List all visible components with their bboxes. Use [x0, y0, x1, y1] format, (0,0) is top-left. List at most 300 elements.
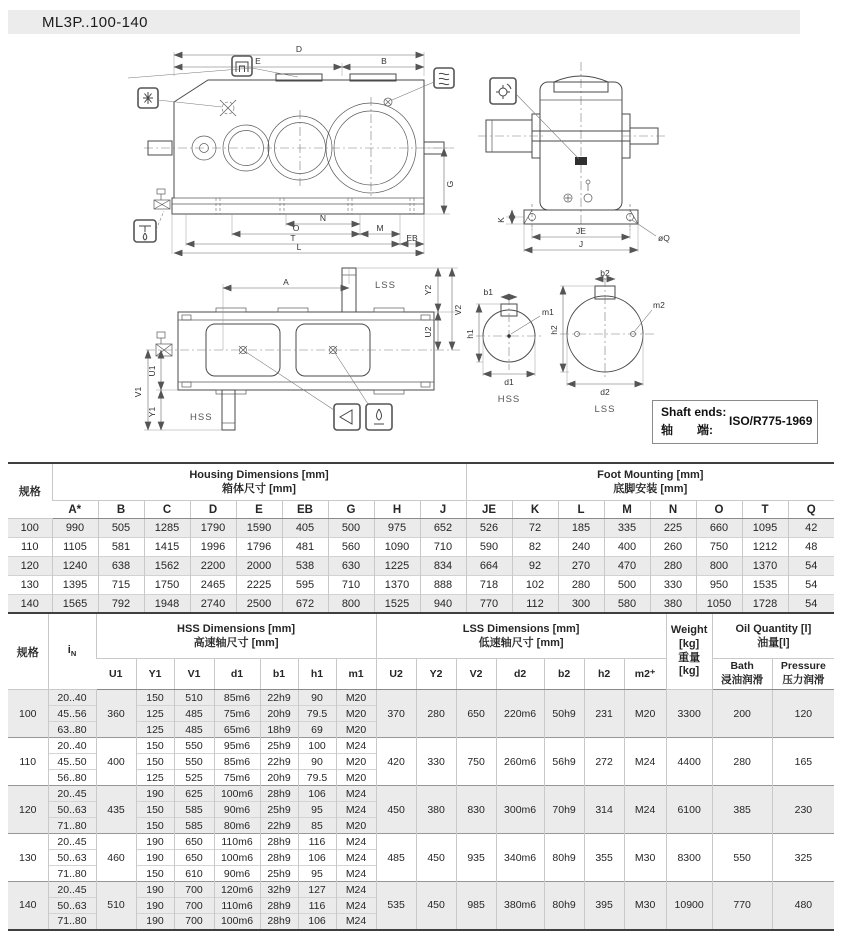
hss-value-cell: 75m6: [214, 770, 260, 786]
lss-value-cell: 420: [376, 738, 416, 786]
lss-value-cell: 830: [456, 786, 496, 834]
dim-label-M: M: [376, 223, 384, 233]
lss-value-cell: 355: [584, 834, 624, 882]
hss-value-cell: 190: [136, 898, 174, 914]
lss-value-cell: 80h9: [544, 834, 584, 882]
col-header: J: [420, 501, 466, 519]
value-cell: 660: [696, 519, 742, 538]
lss-value-cell: 300m6: [496, 786, 544, 834]
hss-value-cell: 85m6: [214, 754, 260, 770]
housing-dimensions-table: [8, 462, 834, 615]
col-header: K: [512, 501, 558, 519]
dim-label-O: O: [292, 223, 300, 233]
weight-header-line: Weight: [670, 624, 708, 636]
lss-value-cell: 450: [416, 834, 456, 882]
value-cell: 715: [98, 576, 144, 595]
hss-value-cell: 32h9: [260, 882, 298, 898]
value-cell: 750: [696, 538, 742, 557]
dim-label-m1: m1: [542, 307, 554, 317]
value-cell: 975: [374, 519, 420, 538]
hss-value-cell: 95m6: [214, 738, 260, 754]
value-cell: 664: [466, 557, 512, 576]
hss-value-cell: 69: [298, 722, 336, 738]
hss-value-cell: 79.5: [298, 770, 336, 786]
hss-value-cell: 700: [174, 914, 214, 930]
value-cell: 1728: [742, 595, 788, 614]
value-cell: 718: [466, 576, 512, 595]
hss-value-cell: 28h9: [260, 914, 298, 930]
size-cell: 100: [8, 690, 48, 738]
value-cell: 54: [788, 595, 834, 614]
lss-value-cell: 340m6: [496, 834, 544, 882]
value-cell: 505: [98, 519, 144, 538]
lss-value-cell: 260m6: [496, 738, 544, 786]
label-LSS: LSS: [375, 280, 396, 291]
value-cell: 1225: [374, 557, 420, 576]
lss-value-cell: 450: [416, 882, 456, 930]
lss-value-cell: 535: [376, 882, 416, 930]
value-cell: 560: [328, 538, 374, 557]
page-title-bar: [8, 10, 800, 34]
col-header: O: [696, 501, 742, 519]
hss-value-cell: 100m6: [214, 850, 260, 866]
value-cell: 770: [466, 595, 512, 614]
value-cell: 595: [282, 576, 328, 595]
hss-value-cell: 550: [174, 738, 214, 754]
pressure-oil-cell: 325: [772, 834, 834, 882]
col-header: E: [236, 501, 282, 519]
hss-value-cell: 700: [174, 882, 214, 898]
value-cell: 800: [696, 557, 742, 576]
value-cell: 672: [282, 595, 328, 614]
col-header: b1: [260, 659, 298, 690]
bath-oil-cell: 385: [712, 786, 772, 834]
weight-cell: 10900: [666, 882, 712, 930]
ratio-range-cell: 20..45: [48, 786, 96, 802]
table-row: [8, 882, 834, 898]
u1-cell: 510: [96, 882, 136, 930]
hss-value-cell: 150: [136, 690, 174, 706]
hss-value-cell: M20: [336, 690, 376, 706]
value-cell: 2465: [190, 576, 236, 595]
lss-value-cell: 370: [376, 690, 416, 738]
hss-value-cell: 25h9: [260, 866, 298, 882]
value-cell: 834: [420, 557, 466, 576]
dim-label-Y1: Y1: [147, 406, 157, 418]
table-row: [8, 595, 834, 614]
dim-label-N: N: [319, 213, 327, 223]
bath-oil-cell: 770: [712, 882, 772, 930]
ratio-range-cell: 50..63: [48, 898, 96, 914]
group-header-line: LSS Dimensions [mm]: [462, 622, 580, 635]
hss-value-cell: M20: [336, 722, 376, 738]
hss-value-cell: 116: [298, 834, 336, 850]
table-row: [8, 834, 834, 850]
value-cell: 590: [466, 538, 512, 557]
lss-value-cell: 220m6: [496, 690, 544, 738]
weight-header: [666, 613, 712, 690]
value-cell: 2225: [236, 576, 282, 595]
col-header: U2: [376, 659, 416, 690]
hss-value-cell: 25h9: [260, 738, 298, 754]
u1-cell: 460: [96, 834, 136, 882]
foot-mounting-group-header: [466, 463, 834, 501]
value-cell: 2000: [236, 557, 282, 576]
weight-header-line: 重量: [678, 651, 701, 664]
lss-value-cell: 935: [456, 834, 496, 882]
lss-value-cell: 650: [456, 690, 496, 738]
dim-label-U2: U2: [423, 326, 433, 338]
bath-oil-cell: 200: [712, 690, 772, 738]
weight-header-line: [kg]: [679, 665, 700, 678]
dim-label-Q: øQ: [658, 233, 670, 243]
table-row: [8, 576, 834, 595]
lss-group-header: [376, 613, 666, 659]
col-header: m1: [336, 659, 376, 690]
hss-value-cell: 22h9: [260, 818, 298, 834]
col-header: Q: [788, 501, 834, 519]
lss-value-cell: 314: [584, 786, 624, 834]
bath-header: [712, 659, 772, 690]
value-cell: 240: [558, 538, 604, 557]
table-row: [8, 738, 834, 754]
shaft-ends-standard: ISO/R775-1969: [729, 414, 813, 428]
ratio-header: [48, 613, 96, 690]
pressure-oil-cell: 230: [772, 786, 834, 834]
col-header: M: [604, 501, 650, 519]
value-cell: 1750: [144, 576, 190, 595]
value-cell: 54: [788, 557, 834, 576]
value-cell: 102: [512, 576, 558, 595]
pressure-header: [772, 659, 834, 690]
weight-cell: 8300: [666, 834, 712, 882]
value-cell: 1525: [374, 595, 420, 614]
oil-check-icon: [246, 352, 360, 430]
ratio-range-cell: 56..80: [48, 770, 96, 786]
col-header: H: [374, 501, 420, 519]
lss-value-cell: M30: [624, 834, 666, 882]
hss-value-cell: 110m6: [214, 834, 260, 850]
hss-value-cell: 190: [136, 914, 174, 930]
lss-value-cell: M24: [624, 738, 666, 786]
oil-drain-icon: [134, 211, 164, 242]
value-cell: 280: [650, 557, 696, 576]
size-cell: 130: [8, 576, 52, 595]
value-cell: 54: [788, 576, 834, 595]
value-cell: 470: [604, 557, 650, 576]
breather-position: [220, 100, 236, 116]
hss-value-cell: M24: [336, 834, 376, 850]
size-cell: 140: [8, 595, 52, 614]
dim-label-D: D: [295, 44, 303, 54]
value-cell: 1790: [190, 519, 236, 538]
hss-value-cell: 190: [136, 786, 174, 802]
ratio-range-cell: 20..40: [48, 738, 96, 754]
value-cell: 270: [558, 557, 604, 576]
group-header-line: 底脚安装 [mm]: [613, 483, 688, 495]
hss-value-cell: 127: [298, 882, 336, 898]
hss-value-cell: 28h9: [260, 850, 298, 866]
value-cell: 652: [420, 519, 466, 538]
group-header-line: 低速轴尺寸 [mm]: [478, 637, 564, 649]
lss-value-cell: 280: [416, 690, 456, 738]
dim-label-J: J: [578, 239, 584, 249]
hss-value-cell: M20: [336, 706, 376, 722]
lss-value-cell: 56h9: [544, 738, 584, 786]
hss-value-cell: 150: [136, 818, 174, 834]
end-view-drawing: [476, 58, 686, 258]
hss-value-cell: 100m6: [214, 914, 260, 930]
lss-value-cell: 70h9: [544, 786, 584, 834]
table-row: [8, 557, 834, 576]
hss-value-cell: 150: [136, 866, 174, 882]
hss-value-cell: 125: [136, 722, 174, 738]
hss-group-header: [96, 613, 376, 659]
table-row: [8, 690, 834, 706]
value-cell: 1996: [190, 538, 236, 557]
foot-bolt-lines: [216, 198, 414, 214]
col-header-line: Bath: [730, 660, 754, 673]
value-cell: 1562: [144, 557, 190, 576]
u1-cell: 400: [96, 738, 136, 786]
value-cell: 538: [282, 557, 328, 576]
shaft-dimensions-table: [8, 612, 834, 931]
col-header: B: [98, 501, 144, 519]
spec-header: 规格: [8, 613, 48, 690]
spec-header: 规格: [8, 463, 52, 519]
hss-value-cell: M20: [336, 754, 376, 770]
size-cell: 120: [8, 786, 48, 834]
hss-value-cell: 18h9: [260, 722, 298, 738]
shaft-ends-note: [652, 400, 818, 444]
value-cell: 1395: [52, 576, 98, 595]
hss-value-cell: M24: [336, 738, 376, 754]
lss-value-cell: M24: [624, 786, 666, 834]
value-cell: 1240: [52, 557, 98, 576]
value-cell: 1050: [696, 595, 742, 614]
value-cell: 800: [328, 595, 374, 614]
col-header: m2⁺: [624, 659, 666, 690]
lss-value-cell: 985: [456, 882, 496, 930]
ratio-range-cell: 45..50: [48, 754, 96, 770]
hss-value-cell: 190: [136, 850, 174, 866]
size-cell: 120: [8, 557, 52, 576]
dim-label-b2: b2: [600, 268, 610, 278]
dim-label-T: T: [290, 233, 296, 243]
lss-value-cell: M30: [624, 882, 666, 930]
group-header-line: Foot Mounting [mm]: [597, 468, 704, 481]
value-cell: 792: [98, 595, 144, 614]
value-cell: 1796: [236, 538, 282, 557]
pressure-oil-cell: 480: [772, 882, 834, 930]
service-icon: [490, 78, 579, 159]
hss-value-cell: M20: [336, 818, 376, 834]
dim-label-L: L: [296, 242, 302, 252]
ratio-range-cell: 20..45: [48, 882, 96, 898]
value-cell: 185: [558, 519, 604, 538]
hss-value-cell: M20: [336, 770, 376, 786]
lss-value-cell: M20: [624, 690, 666, 738]
dim-label-EB: EB: [406, 233, 418, 243]
ratio-range-cell: 71..80: [48, 914, 96, 930]
ratio-range-cell: 63..80: [48, 722, 96, 738]
hss-value-cell: 90m6: [214, 802, 260, 818]
hss-value-cell: M24: [336, 898, 376, 914]
value-cell: 1370: [374, 576, 420, 595]
hss-value-cell: 85: [298, 818, 336, 834]
hss-value-cell: 190: [136, 882, 174, 898]
hss-value-cell: 100m6: [214, 786, 260, 802]
weight-cell: 6100: [666, 786, 712, 834]
hss-value-cell: 585: [174, 818, 214, 834]
value-cell: 500: [604, 576, 650, 595]
shaft-ends-label-zh: 轴 端:: [661, 423, 713, 437]
value-cell: 335: [604, 519, 650, 538]
col-header-line: Pressure: [780, 660, 826, 673]
hss-value-cell: M24: [336, 914, 376, 930]
value-cell: 638: [98, 557, 144, 576]
dim-label-m2: m2: [653, 300, 665, 310]
value-cell: 2500: [236, 595, 282, 614]
hss-value-cell: 510: [174, 690, 214, 706]
size-cell: 140: [8, 882, 48, 930]
value-cell: 1590: [236, 519, 282, 538]
value-cell: 630: [328, 557, 374, 576]
value-cell: 1212: [742, 538, 788, 557]
size-cell: 130: [8, 834, 48, 882]
dim-label-V1: V1: [133, 386, 143, 398]
value-cell: 92: [512, 557, 558, 576]
hss-value-cell: 28h9: [260, 834, 298, 850]
size-cell: 110: [8, 538, 52, 557]
housing-group-header: [52, 463, 466, 501]
ratio-range-cell: 71..80: [48, 866, 96, 882]
hss-value-cell: M24: [336, 866, 376, 882]
dim-label-G: G: [445, 180, 455, 188]
drain-valve: [156, 332, 172, 356]
hss-value-cell: 550: [174, 754, 214, 770]
col-header: h2: [584, 659, 624, 690]
col-header: V2: [456, 659, 496, 690]
value-cell: 1095: [742, 519, 788, 538]
hss-value-cell: 22h9: [260, 690, 298, 706]
ratio-range-cell: 50..63: [48, 850, 96, 866]
group-header-line: Oil Quantity [l]: [735, 622, 812, 635]
flange-bolt: [575, 157, 587, 165]
hss-value-cell: 585: [174, 802, 214, 818]
lss-value-cell: 485: [376, 834, 416, 882]
dim-label-A: A: [283, 277, 289, 287]
value-cell: 112: [512, 595, 558, 614]
dim-label-U1: U1: [147, 365, 157, 377]
group-header-line: Housing Dimensions [mm]: [189, 468, 329, 481]
value-cell: 581: [98, 538, 144, 557]
value-cell: 1105: [52, 538, 98, 557]
table-row: [8, 538, 834, 557]
drain-fitting: [154, 189, 170, 209]
lss-value-cell: 750: [456, 738, 496, 786]
hss-value-cell: M24: [336, 882, 376, 898]
value-cell: 710: [420, 538, 466, 557]
col-header: G: [328, 501, 374, 519]
col-header: JE: [466, 501, 512, 519]
hss-value-cell: 116: [298, 898, 336, 914]
value-cell: 280: [558, 576, 604, 595]
hss-value-cell: 20h9: [260, 706, 298, 722]
group-header-line: 箱体尺寸 [mm]: [222, 483, 296, 495]
hss-value-cell: 610: [174, 866, 214, 882]
col-header: L: [558, 501, 604, 519]
shaft-end-drawing: [462, 266, 667, 416]
dim-label-K: K: [496, 217, 506, 223]
ratio-range-cell: 20..45: [48, 834, 96, 850]
hss-value-cell: 25h9: [260, 802, 298, 818]
bath-oil-cell: 280: [712, 738, 772, 786]
hss-value-cell: 95: [298, 866, 336, 882]
col-header: b2: [544, 659, 584, 690]
ratio-range-cell: 45..56: [48, 706, 96, 722]
table-row: [8, 519, 834, 538]
table-row: [8, 786, 834, 802]
hss-value-cell: 485: [174, 706, 214, 722]
value-cell: 82: [512, 538, 558, 557]
lss-value-cell: 80h9: [544, 882, 584, 930]
col-header: V1: [174, 659, 214, 690]
size-cell: 100: [8, 519, 52, 538]
hss-value-cell: 100: [298, 738, 336, 754]
lss-value-cell: 380: [416, 786, 456, 834]
dim-label-d2: d2: [600, 387, 610, 397]
lss-value-cell: 450: [376, 786, 416, 834]
label-HSS: HSS: [190, 412, 213, 423]
value-cell: 72: [512, 519, 558, 538]
col-header: T: [742, 501, 788, 519]
hss-value-cell: 85m6: [214, 690, 260, 706]
plan-view-drawing: [128, 258, 476, 444]
hss-value-cell: M24: [336, 850, 376, 866]
shaft-ends-label-en: Shaft ends:: [661, 405, 727, 419]
dim-label-V2: V2: [453, 304, 463, 316]
weight-cell: 3300: [666, 690, 712, 738]
oil-quantity-header: [712, 613, 834, 659]
col-header: h1: [298, 659, 336, 690]
hss-value-cell: 65m6: [214, 722, 260, 738]
hss-value-cell: 95: [298, 802, 336, 818]
hss-value-cell: 75m6: [214, 706, 260, 722]
hss-value-cell: 106: [298, 786, 336, 802]
value-cell: 1565: [52, 595, 98, 614]
lss-value-cell: 272: [584, 738, 624, 786]
col-header-line: 浸油润滑: [721, 674, 764, 686]
hss-value-cell: 110m6: [214, 898, 260, 914]
hss-value-cell: 150: [136, 802, 174, 818]
ratio-range-cell: 20..40: [48, 690, 96, 706]
weight-cell: 4400: [666, 738, 712, 786]
col-header: d1: [214, 659, 260, 690]
group-header-line: 油量[l]: [757, 637, 790, 649]
size-cell: 110: [8, 738, 48, 786]
hss-value-cell: 80m6: [214, 818, 260, 834]
bath-oil-cell: 550: [712, 834, 772, 882]
col-header-line: 压力润滑: [782, 674, 825, 686]
dim-label-Y2: Y2: [423, 284, 433, 296]
lss-value-cell: 330: [416, 738, 456, 786]
hss-value-cell: 106: [298, 850, 336, 866]
side-view-drawing: [128, 42, 468, 256]
hss-value-cell: 120m6: [214, 882, 260, 898]
value-cell: 500: [328, 519, 374, 538]
hss-value-cell: M24: [336, 786, 376, 802]
